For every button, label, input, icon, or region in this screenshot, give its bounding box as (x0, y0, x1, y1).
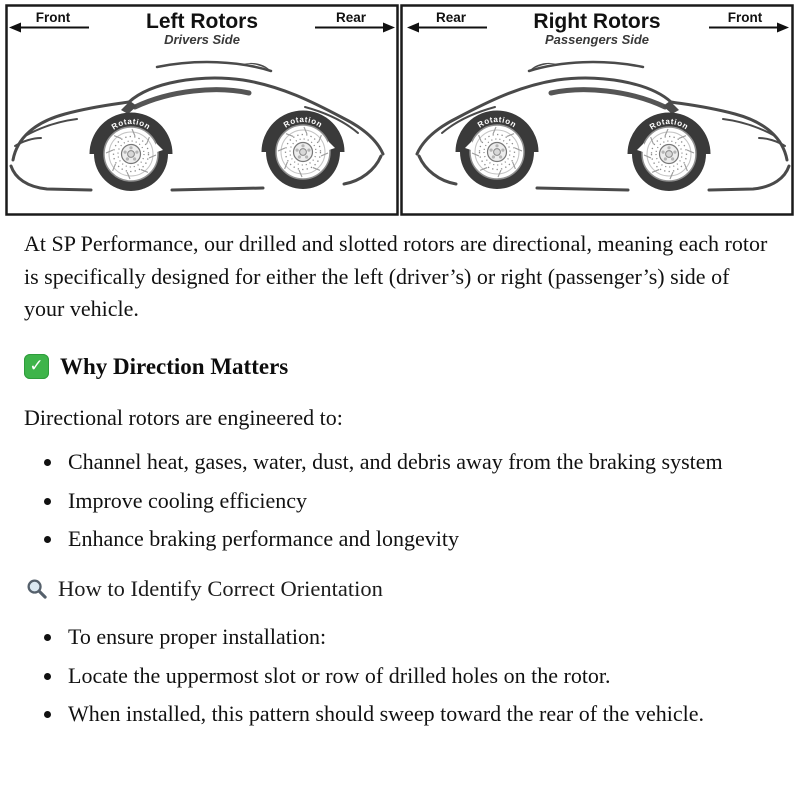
orientation-list (24, 621, 744, 731)
list-item: • Improve cooling efficiency (64, 485, 744, 518)
rotation-label: Rotation (109, 116, 153, 132)
rotation-label: Rotation (475, 114, 519, 130)
panel-title: Left Rotors (146, 10, 258, 33)
section-title: Why Direction Matters (60, 353, 289, 379)
list-item: • When installed, this pattern should sweep toward the rear of the vehicle. (64, 698, 744, 731)
list-item: • Channel heat, gases, water, dust, and debris away from the braking system (64, 446, 744, 479)
list-item: • Enhance braking performance and longevity (64, 523, 744, 556)
article-content (0, 216, 800, 731)
section-title: How to Identify Correct Orientation (58, 575, 383, 601)
lead-paragraph: Directional rotors are engineered to: (24, 404, 343, 430)
front-arrow-label: Front (727, 10, 763, 25)
rear-arrow-label: Rear (335, 10, 367, 25)
panel-subtitle: Passengers Side (544, 32, 650, 47)
list-item: • Locate the uppermost slot or row of drilled holes on the rotor. (64, 660, 744, 693)
list-item: • To ensure proper installation: (64, 621, 744, 654)
section-heading-identify-orientation (24, 572, 774, 605)
intro-paragraph: At SP Performance, our drilled and slotted rotors are directional, meaning each rotor is specifically designed for either the left (driver’s) or right (passenger’s) side of your vehicle. (24, 231, 768, 322)
magnifier-icon (24, 577, 48, 601)
rotor-direction-diagram (5, 4, 795, 216)
check-mark-icon: ✓ (24, 354, 49, 379)
panel-subtitle: Drivers Side (164, 32, 240, 47)
rotation-label: Rotation (647, 116, 691, 132)
rear-arrow-label: Rear (435, 10, 467, 25)
rotor-diagram-svg (5, 4, 795, 216)
benefits-list (24, 446, 744, 556)
panel-title: Right Rotors (533, 10, 661, 33)
front-arrow-label: Front (35, 10, 71, 25)
section-heading-why-direction-matters (24, 350, 774, 384)
rotation-label: Rotation (281, 114, 325, 130)
